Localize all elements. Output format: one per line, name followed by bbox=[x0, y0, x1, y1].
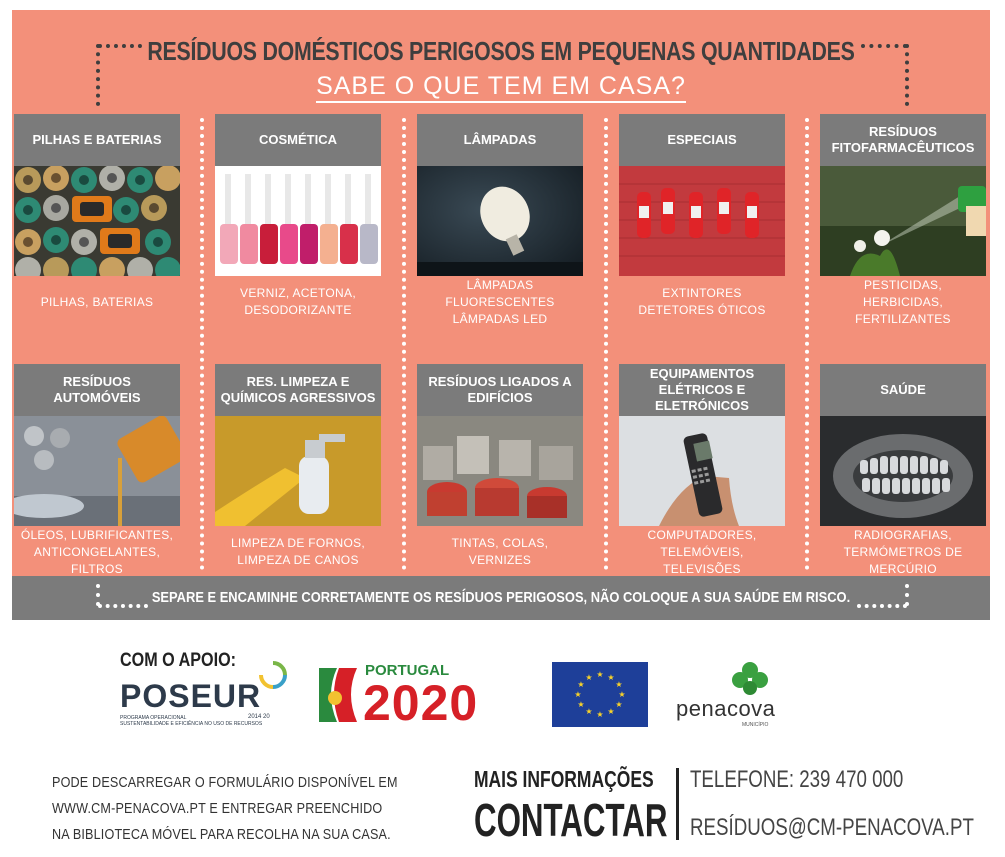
more-info-label: MAIS INFORMAÇÕES bbox=[474, 766, 654, 792]
header bbox=[12, 10, 990, 114]
svg-text:★: ★ bbox=[574, 690, 582, 699]
download-line: PODE DESCARREGAR O FORMULÁRIO DISPONÍVEL EM bbox=[52, 774, 398, 791]
category-title: RESÍDUOS FITOFARMACÊUTICOS bbox=[820, 114, 986, 166]
poseur-logo bbox=[118, 660, 290, 730]
svg-text:★: ★ bbox=[585, 707, 593, 716]
category-title: ESPECIAIS bbox=[619, 114, 785, 166]
motor-oil-photo bbox=[14, 416, 180, 526]
column-divider bbox=[200, 118, 204, 570]
download-line: WWW.CM-PENACOVA.PT E ENTREGAR PREENCHIDO bbox=[52, 800, 383, 817]
svg-text:★: ★ bbox=[607, 707, 615, 716]
portugal-flag-icon bbox=[315, 664, 361, 726]
category-card bbox=[14, 114, 180, 328]
portugal-2020-logo bbox=[315, 660, 525, 730]
svg-text:★: ★ bbox=[607, 673, 615, 682]
cleaning-spray-photo bbox=[215, 416, 381, 526]
category-caption: ÓLEOS, LUBRIFICANTES, ANTICONGELANTES, FILTROS bbox=[14, 526, 180, 578]
penacova-wordmark: penacova bbox=[676, 696, 776, 721]
category-title: RESÍDUOS LIGADOS A EDIFÍCIOS bbox=[417, 364, 583, 416]
category-title: RESÍDUOS AUTOMÓVEIS bbox=[14, 364, 180, 416]
poseur-ring-icon bbox=[258, 660, 288, 690]
category-title: EQUIPAMENTOS ELÉTRICOS E ELETRÓNICOS bbox=[619, 364, 785, 416]
eu-flag-icon bbox=[552, 662, 648, 727]
footer-message: SEPARE E ENCAMINHE CORRETAMENTE OS RESÍDUOS PERIGOSOS, NÃO COLOQUE A SUA SAÚDE EM RISCO. bbox=[151, 589, 851, 606]
category-caption: EXTINTORES DETETORES ÓTICOS bbox=[619, 276, 785, 328]
svg-text:★: ★ bbox=[618, 690, 626, 699]
email-address: RESÍDUOS@CM-PENACOVA.PT bbox=[690, 814, 974, 841]
penacova-logo bbox=[676, 660, 806, 732]
mobile-phone-photo bbox=[619, 416, 785, 526]
svg-text:★: ★ bbox=[577, 700, 585, 709]
category-title: RES. LIMPEZA E QUÍMICOS AGRESSIVOS bbox=[215, 364, 381, 416]
download-line: NA BIBLIOTECA MÓVEL PARA RECOLHA NA SUA CASA. bbox=[52, 826, 391, 843]
category-title: COSMÉTICA bbox=[215, 114, 381, 166]
svg-text:★: ★ bbox=[615, 700, 623, 709]
category-caption: COMPUTADORES, TELEMÓVEIS, TELEVISÕES bbox=[619, 526, 785, 578]
category-card bbox=[820, 114, 986, 328]
category-caption: LÂMPADAS FLUORESCENTES LÂMPADAS LED bbox=[417, 276, 583, 328]
support-label: COM O APOIO: bbox=[120, 650, 237, 671]
page-subtitle: SABE O QUE TEM EM CASA? bbox=[12, 72, 990, 101]
portugal-label: PORTUGAL bbox=[365, 662, 450, 679]
light-bulb-photo bbox=[417, 166, 583, 276]
contact-divider bbox=[676, 768, 679, 840]
category-card bbox=[619, 364, 785, 578]
portugal-year: 2020 bbox=[363, 675, 479, 731]
category-title: PILHAS E BATERIAS bbox=[14, 114, 180, 166]
column-divider bbox=[402, 118, 406, 570]
category-title: SAÚDE bbox=[820, 364, 986, 416]
category-caption: PILHAS, BATERIAS bbox=[14, 276, 180, 328]
phone-number: TELEFONE: 239 470 000 bbox=[690, 766, 904, 793]
category-card bbox=[619, 114, 785, 328]
penacova-subtitle: MUNICÍPIO bbox=[742, 722, 769, 728]
batteries-photo bbox=[14, 166, 180, 276]
footer-bar bbox=[12, 576, 990, 620]
category-caption: LIMPEZA DE FORNOS, LIMPEZA DE CANOS bbox=[215, 526, 381, 578]
xray-photo bbox=[820, 416, 986, 526]
svg-text:★: ★ bbox=[585, 673, 593, 682]
category-card bbox=[215, 114, 381, 328]
poseur-subtitle: PROGRAMA OPERACIONAL bbox=[120, 715, 187, 721]
category-caption: RADIOGRAFIAS, TERMÓMETROS DE MERCÚRIO bbox=[820, 526, 986, 578]
spray-plant-photo bbox=[820, 166, 986, 276]
category-card bbox=[820, 364, 986, 578]
category-card bbox=[417, 364, 583, 578]
column-divider bbox=[604, 118, 608, 570]
svg-text:★: ★ bbox=[615, 680, 623, 689]
page-title: RESÍDUOS DOMÉSTICOS PERIGOSOS EM PEQUENAS QUANTIDADES bbox=[147, 36, 855, 66]
category-caption: TINTAS, COLAS, VERNIZES bbox=[417, 526, 583, 578]
fire-extinguishers-photo bbox=[619, 166, 785, 276]
svg-text:★: ★ bbox=[596, 710, 604, 719]
poseur-year: 2014 20 bbox=[248, 714, 270, 720]
category-card bbox=[417, 114, 583, 328]
contact-label: CONTACTAR bbox=[474, 794, 668, 846]
poster bbox=[12, 10, 990, 620]
poseur-subtitle: SUSTENTABILIDADE E EFICIÊNCIA NO USO DE RECURSOS bbox=[120, 721, 263, 727]
svg-text:★: ★ bbox=[596, 670, 604, 679]
category-title: LÂMPADAS bbox=[417, 114, 583, 166]
poseur-wordmark: POSEUR bbox=[120, 678, 262, 714]
download-info bbox=[52, 770, 432, 848]
category-caption: PESTICIDAS, HERBICIDAS, FERTILIZANTES bbox=[820, 276, 986, 328]
column-divider bbox=[805, 118, 809, 570]
clover-icon bbox=[728, 660, 772, 700]
category-card bbox=[14, 364, 180, 578]
nail-polish-photo bbox=[215, 166, 381, 276]
category-caption: VERNIZ, ACETONA, DESODORIZANTE bbox=[215, 276, 381, 328]
svg-text:★: ★ bbox=[577, 680, 585, 689]
category-card bbox=[215, 364, 381, 578]
paint-cans-photo bbox=[417, 416, 583, 526]
